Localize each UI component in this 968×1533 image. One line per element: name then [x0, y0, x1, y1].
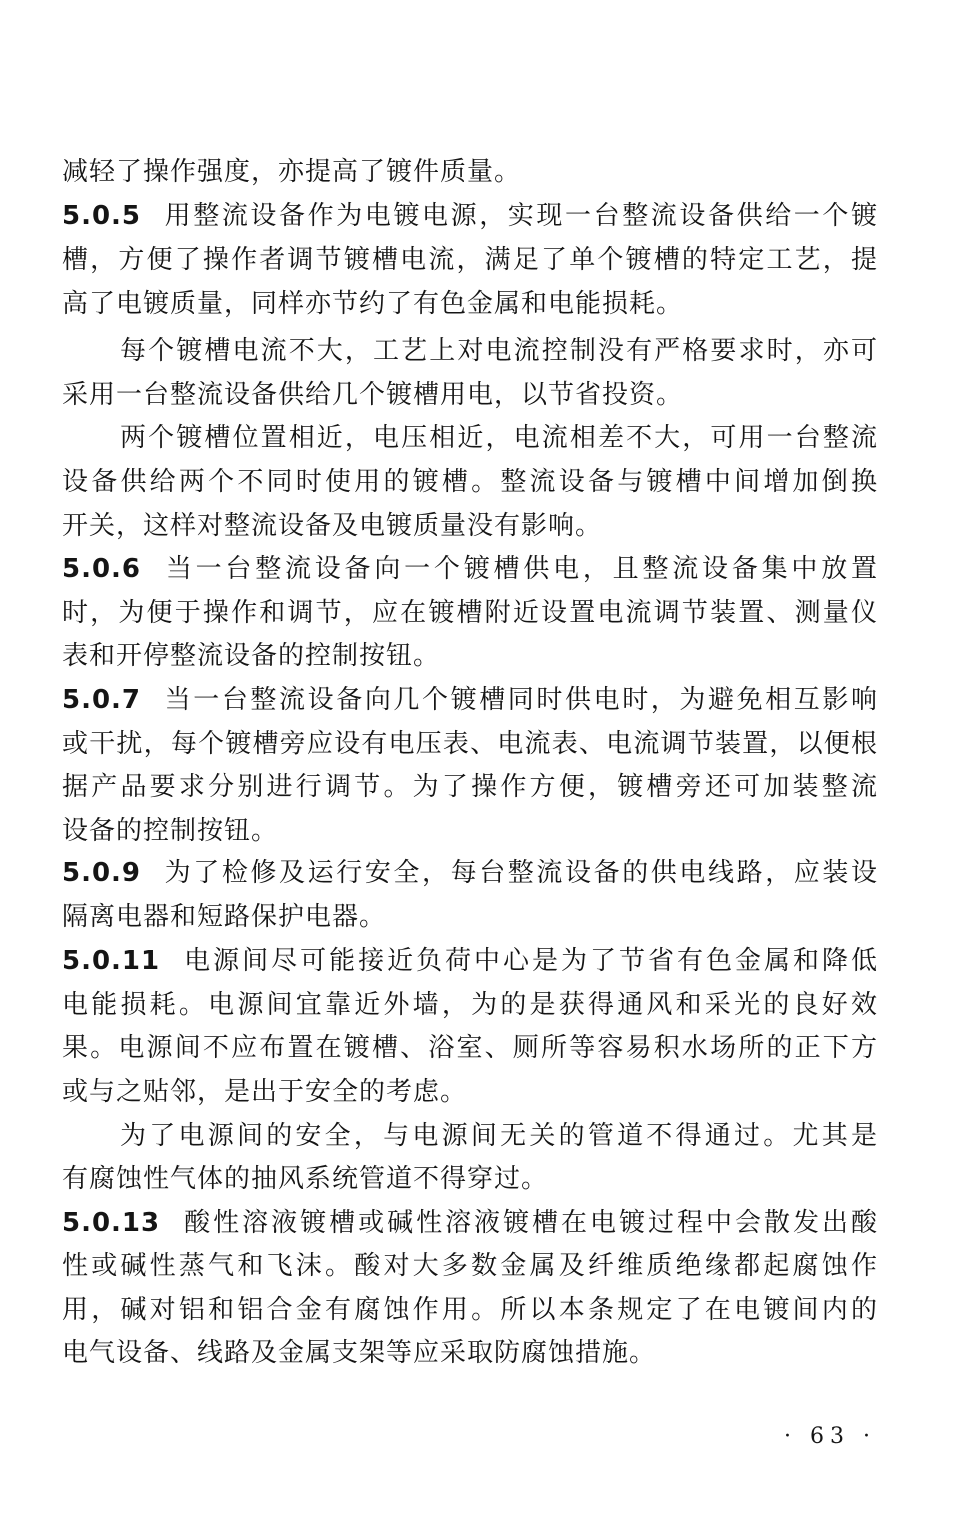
clause-text: 为了检修及运行安全，每台整流设备的供电线路，应装设 [163, 858, 878, 888]
clause-text: 当一台整流设备向几个镀槽同时供电时，为避免相互影响 [163, 685, 878, 715]
clause-text: 酸性溶液镀槽或碱性溶液镀槽在电镀过程中会散发出酸 [182, 1208, 878, 1238]
text-line: 时，为便于操作和调节，应在镀槽附近设置电流调节装置、测量仪 [62, 598, 878, 628]
text-line: 设备供给两个不同时使用的镀槽。整流设备与镀槽中间增加倒换 [62, 467, 878, 497]
clause-text: 用整流设备作为电镀电源，实现一台整流设备供给一个镀 [163, 201, 878, 231]
text-line: 设备的控制按钮。 [62, 816, 279, 846]
clause-5-0-5-first-line [62, 194, 878, 238]
clause-number: 5.0.7 [62, 685, 142, 715]
text-line: 开关，这样对整流设备及电镀质量没有影响。 [62, 511, 603, 541]
clause-number: 5.0.11 [62, 946, 161, 976]
text-line: 据产品要求分别进行调节。为了操作方便，镀槽旁还可加装整流 [62, 772, 878, 802]
clause-5-0-13-first-line [62, 1201, 878, 1245]
clause-number: 5.0.5 [62, 201, 142, 231]
clause-number: 5.0.6 [62, 554, 142, 584]
text-line: 果。电源间不应布置在镀槽、浴室、厕所等容易积水场所的正下方 [62, 1033, 878, 1063]
text-line: 槽，方便了操作者调节镀槽电流，满足了单个镀槽的特定工艺，提 [62, 245, 878, 275]
text-line: 用，碱对铝和铝合金有腐蚀作用。所以本条规定了在电镀间内的 [62, 1295, 878, 1325]
text-line: 表和开停整流设备的控制按钮。 [62, 641, 441, 671]
text-line: 减轻了操作强度，亦提高了镀件质量。 [62, 157, 522, 187]
page-number: · 63 · [784, 1424, 876, 1449]
clause-number: 5.0.9 [62, 858, 142, 888]
text-line: 电气设备、线路及金属支架等应采取防腐蚀措施。 [62, 1338, 657, 1368]
clause-5-0-9-first-line [62, 851, 878, 895]
clause-5-0-6-first-line [62, 547, 878, 591]
clause-5-0-7-first-line [62, 678, 878, 722]
clause-number: 5.0.13 [62, 1208, 161, 1238]
paragraph-first-line: 为了电源间的安全，与电源间无关的管道不得通过。尤其是 [120, 1121, 878, 1151]
text-line: 采用一台整流设备供给几个镀槽用电，以节省投资。 [62, 380, 684, 410]
text-line: 高了电镀质量，同样亦节约了有色金属和电能损耗。 [62, 289, 684, 319]
text-line: 隔离电器和短路保护电器。 [62, 902, 387, 932]
clause-text: 电源间尽可能接近负荷中心是为了节省有色金属和降低 [182, 946, 878, 976]
clause-text: 当一台整流设备向一个镀槽供电，且整流设备集中放置 [163, 554, 878, 584]
clause-5-0-11-first-line [62, 939, 878, 983]
text-line: 或干扰，每个镀槽旁应设有电压表、电流表、电流调节装置，以便根 [62, 729, 878, 759]
text-line: 性或碱性蒸气和飞沫。酸对大多数金属及纤维质绝缘都起腐蚀作 [62, 1251, 878, 1281]
text-line: 或与之贴邻，是出于安全的考虑。 [62, 1077, 468, 1107]
paragraph-first-line: 两个镀槽位置相近，电压相近，电流相差不大，可用一台整流 [120, 423, 878, 453]
text-line: 电能损耗。电源间宜靠近外墙，为的是获得通风和采光的良好效 [62, 990, 878, 1020]
paragraph-first-line: 每个镀槽电流不大，工艺上对电流控制没有严格要求时，亦可 [120, 336, 878, 366]
text-line: 有腐蚀性气体的抽风系统管道不得穿过。 [62, 1164, 549, 1194]
